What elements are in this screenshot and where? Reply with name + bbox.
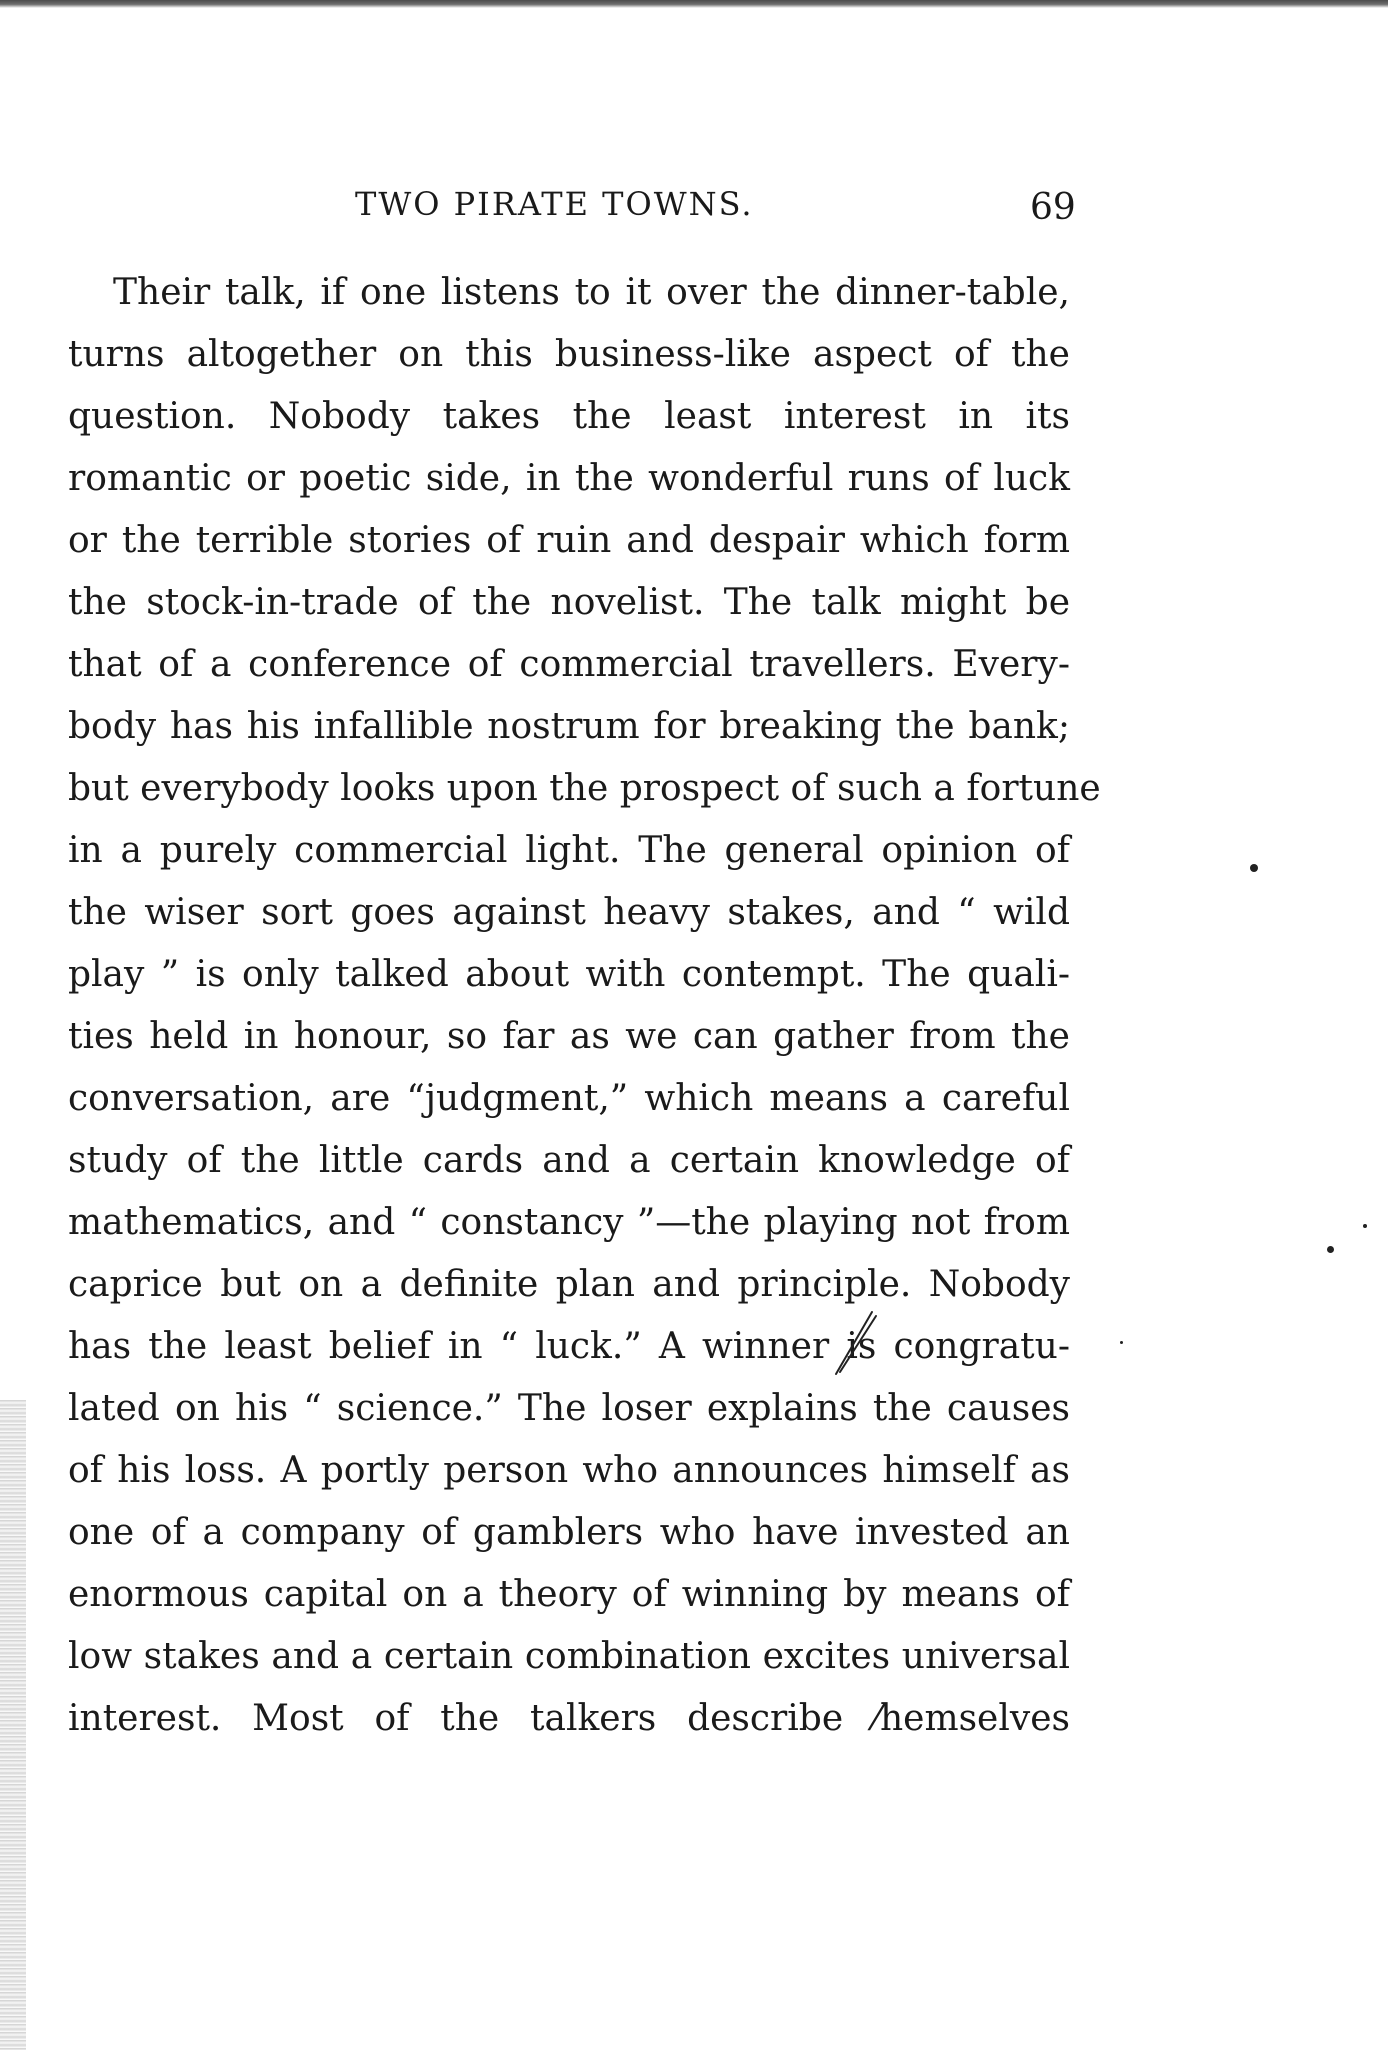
text-line: or the terrible stories of ruin and despair which form [68, 520, 1070, 561]
text-line: mathematics, and “ constancy ”—the playing not from [68, 1202, 1070, 1243]
text-line: has the least belief in “ luck.” A winner is congratu- [68, 1326, 1070, 1367]
ink-speck [1250, 864, 1258, 872]
text-line: but everybody looks upon the prospect of such a fortune [68, 768, 1101, 809]
ink-speck [1120, 1341, 1123, 1344]
text-line: that of a conference of commercial travellers. Every- [68, 644, 1070, 685]
text-line: Their talk, if one listens to it over the dinner-table, [113, 272, 1070, 313]
text-line: romantic or poetic side, in the wonderful runs of luck [68, 458, 1070, 499]
text-line: caprice but on a definite plan and principle. Nobody [68, 1264, 1070, 1305]
text-line: play ” is only talked about with contempt. The quali- [68, 954, 1070, 995]
text-line: of his loss. A portly person who announces himself as [68, 1450, 1070, 1491]
page-left-edge-shadow [0, 1400, 26, 2050]
text-line: the stock-in-trade of the novelist. The talk might be [68, 582, 1070, 623]
text-line: conversation, are “judgment,” which means a careful [68, 1078, 1070, 1119]
text-line: turns altogether on this business-like aspect of the [68, 334, 1070, 375]
text-line: interest. Most of the talkers describe ⁄hemselves [68, 1698, 1070, 1739]
page-number: 69 [1030, 187, 1076, 228]
text-line: lated on his “ science.” The loser explains the causes [68, 1388, 1070, 1429]
text-line: the wiser sort goes against heavy stakes, and “ wild [68, 892, 1070, 933]
text-line: body has his infallible nostrum for breaking the bank; [68, 706, 1070, 747]
ink-speck [1363, 1224, 1367, 1228]
body-text [68, 262, 1101, 1750]
text-line: in a purely commercial light. The general opinion of [68, 830, 1070, 871]
text-line: one of a company of gamblers who have invested an [68, 1512, 1070, 1553]
page-top-edge [0, 0, 1388, 8]
text-line: enormous capital on a theory of winning by means of [68, 1574, 1070, 1615]
running-head: TWO PIRATE TOWNS. [355, 185, 754, 223]
text-line: study of the little cards and a certain knowledge of [68, 1140, 1070, 1181]
text-line: low stakes and a certain combination excites universal [68, 1636, 1070, 1677]
text-line: ties held in honour, so far as we can gather from the [68, 1016, 1070, 1057]
pen-stroke-mark [830, 1308, 880, 1378]
ink-speck [1327, 1246, 1334, 1253]
text-line: question. Nobody takes the least interest in its [68, 396, 1070, 437]
